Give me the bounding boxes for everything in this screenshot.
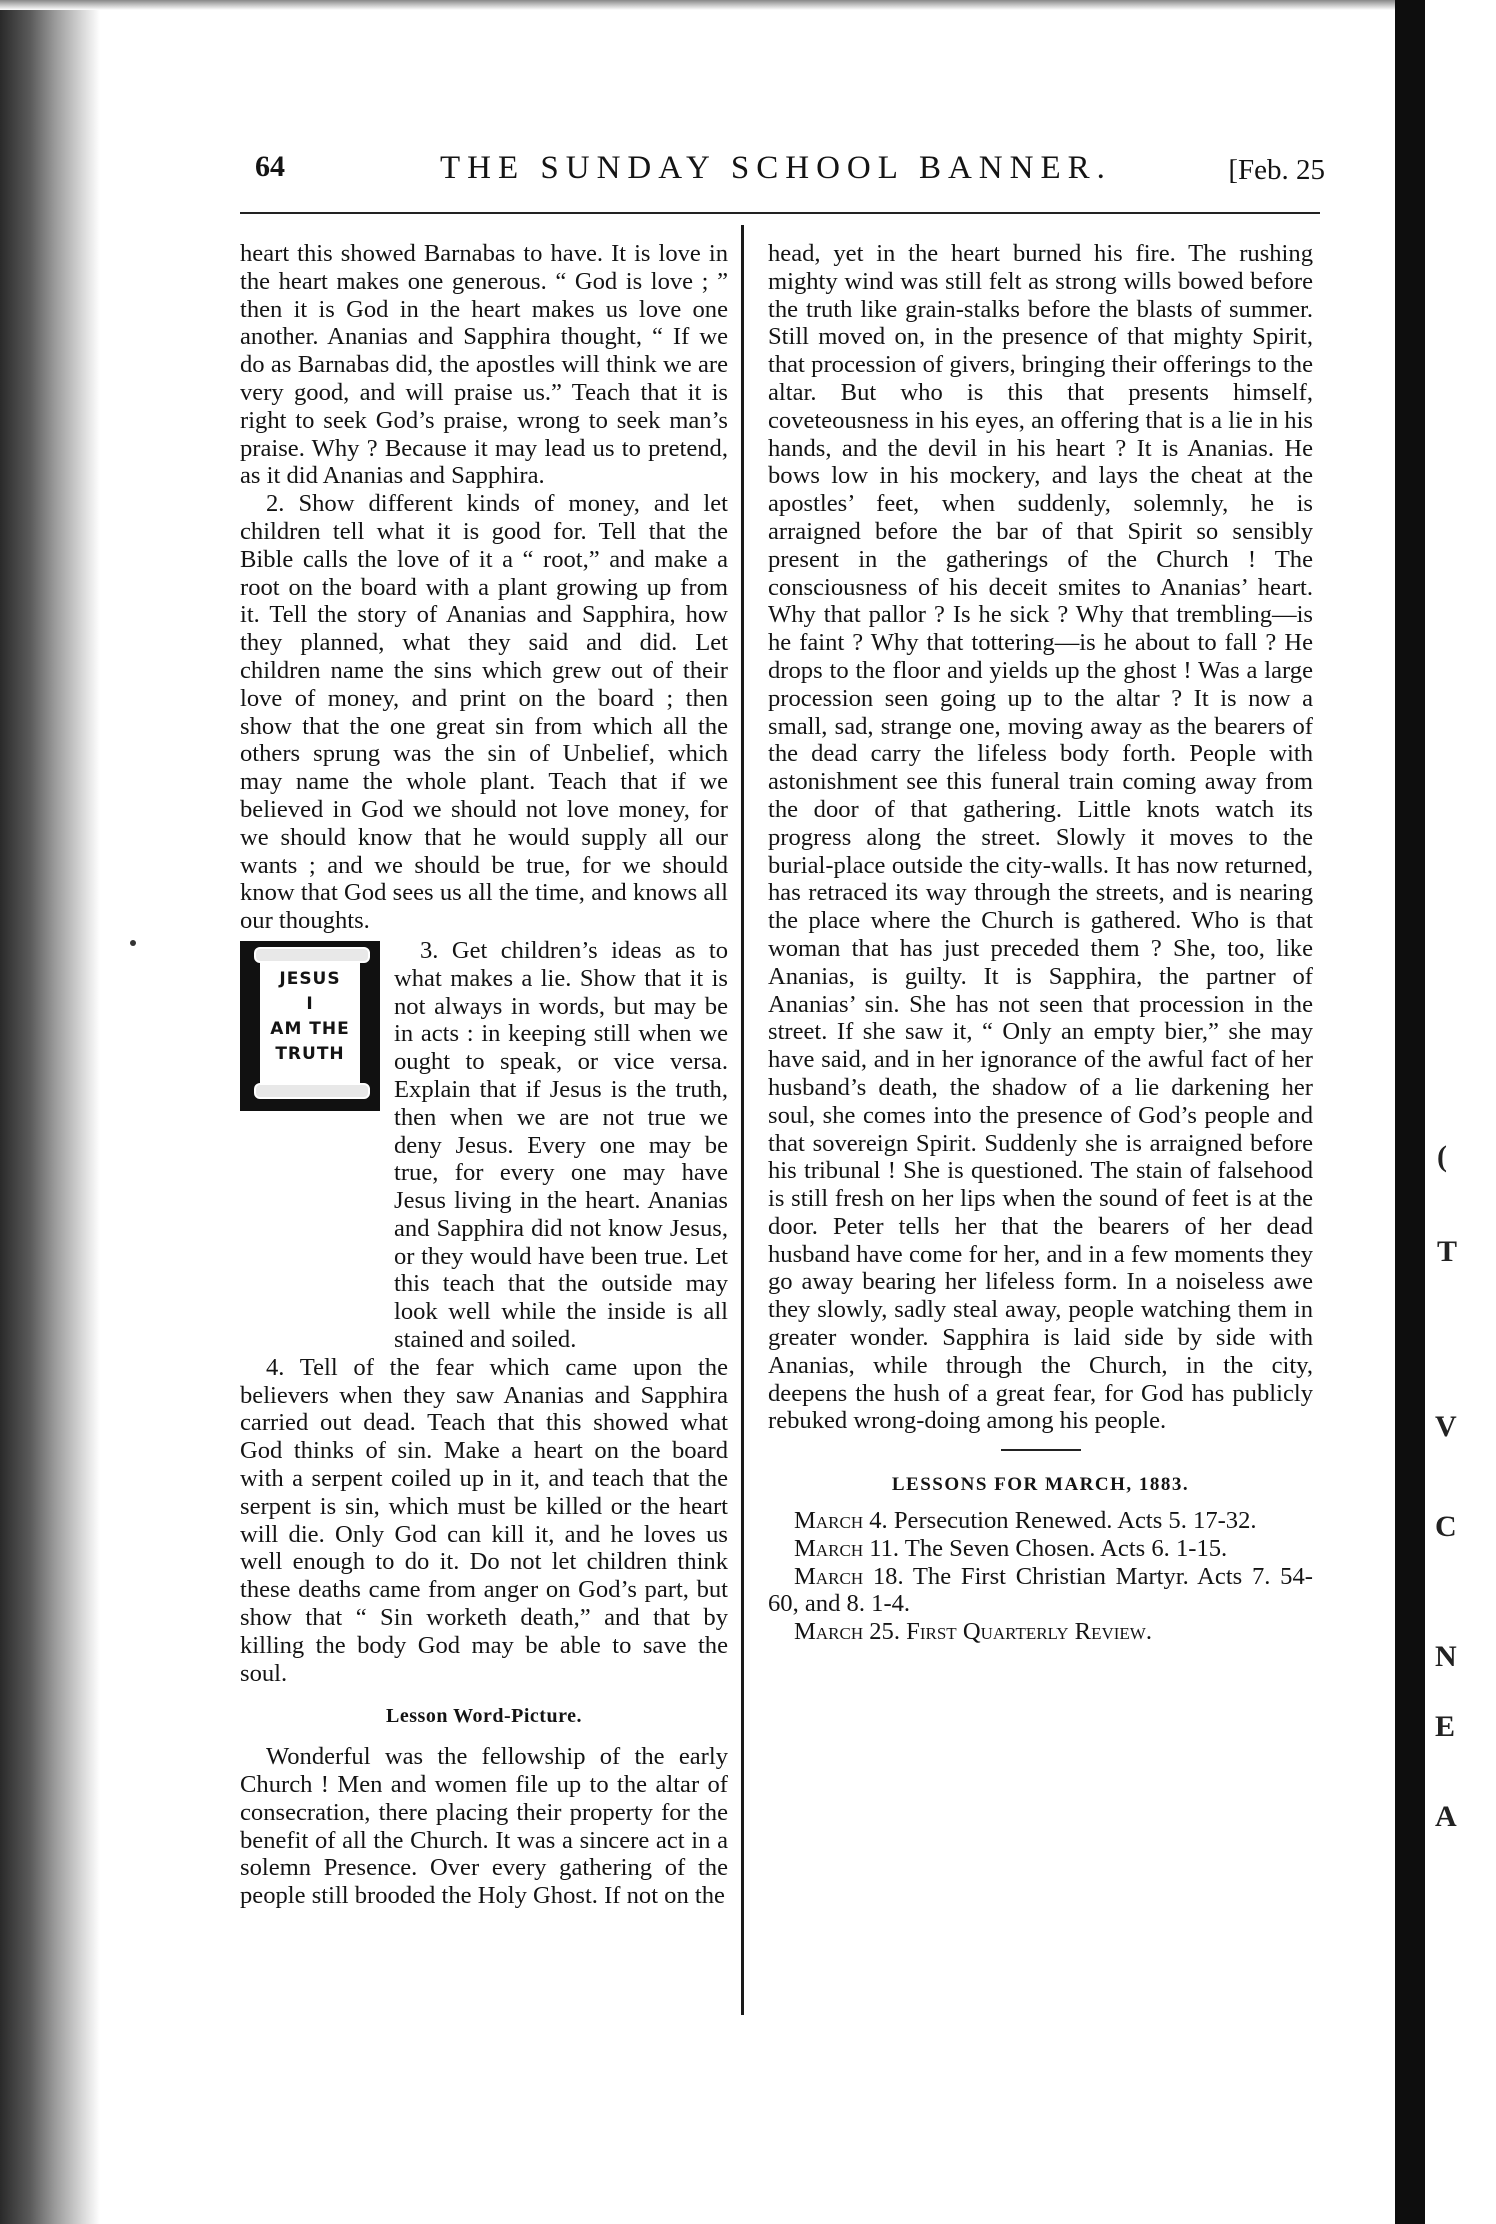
scroll-rod-bottom: [254, 1083, 370, 1099]
lessons-heading: LESSONS FOR MARCH, 1883.: [891, 1474, 1190, 1496]
page-number: 64: [255, 150, 285, 183]
scroll-image: [260, 953, 360, 1093]
lesson-date: March 18.: [794, 1562, 904, 1590]
book-page-edge: [0, 0, 100, 2224]
page-header: [220, 150, 1325, 200]
paragraph: Wonderful was the fellowship of the early Church ! Men and women file up to the altar of consecration, there placing their property for the benefit of all the Church. It was a sincere act in a solemn Presence. Over every gathering of the people still brooded the Holy Ghost. If not on the: [240, 1743, 728, 1910]
figure-wrap: [240, 937, 728, 1354]
paragraph: 2. Show different kinds of money, and let children tell what it is good for. Tell that the Bible calls the love of it a “ root,” and make a root on the board with a plant growing up from it. Tell the story of Ananias and Sapphira, how they planned, what they said and did. Let children name the sins which grew out of their love of money, and print on the board ; then show that the one great sin from which all the others sprung was the sin of Unbelief, which may name the whole plant. Teach that if we believed in God we should not love money, for we should know that he would supply all our wants ; and we should be true, for we should know that God sees us all the time, and knows all our thoughts.: [240, 490, 728, 935]
scroll-text: [260, 967, 360, 1067]
lesson-entry: [768, 1563, 1313, 1619]
left-column: [240, 240, 728, 1910]
lesson-date: March 11.: [794, 1534, 900, 1562]
margin-fragment: (: [1437, 1140, 1447, 1173]
lesson-title: First Quarterly Review.: [906, 1618, 1152, 1646]
lesson-date: March 25.: [794, 1618, 900, 1646]
section-heading: Lesson Word-Picture.: [386, 1705, 582, 1728]
margin-fragment: C: [1435, 1510, 1457, 1543]
book-page: [220, 140, 1325, 2150]
scroll-rod-top: [254, 947, 370, 963]
margin-fragment: N: [1435, 1640, 1457, 1673]
lesson-entry: [768, 1618, 1313, 1646]
section-divider: [1001, 1449, 1081, 1451]
lesson-entry: [768, 1535, 1313, 1563]
margin-fragment: A: [1435, 1800, 1457, 1833]
paragraph: head, yet in the heart burned his fire. The rushing mighty wind was still felt as strong wills bowed before the truth like grain-stalks before the blasts of summer. Still moved on, in the presence of that mighty Spirit, that procession of givers, bringing their offerings to the altar. But who is this that presents himself, coveteousness in his eyes, an offering that is a lie in his hands, and the devil in his heart ? It is Ananias. He bows low in his mockery, and lays the cheat at the apostles’ feet, when suddenly, solemnly, he is arraigned before the bar of that Spirit so sensibly present in the gatherings of the Church ! The consciousness of his deceit smites to Ananias’ heart. Why that pallor ? Is he sick ? Why that trembling—is he faint ? Why that tottering—is he about to fall ? He drops to the floor and yields up the ghost ! Was a large procession seen going up to the altar ? It is now a small, sad, strange one, moving away as the bearers of the dead carry the lifeless body forth. People with astonishment see this funeral train coming away from the door of that gathering. Little knots watch its progress along the street. Slowly it moves to the burial-place outside the city-walls. It has now returned, has retraced its way through the streets, and is nearing the place where the Church is gathered. Who is that woman that has just preceded them ? She, too, like Ananias, is guilty. It is Sapphira, the partner of Ananias’ sin. She has not seen that procession in the street. If she saw it, “ Only an empty bier,” she may have said, and in her ignorance of the awful fact of her husband’s death, the shadow of a lie darkening her soul, she comes into the presence of God’s people and that sovereign Spirit. Suddenly she is arraigned before his tribunal ! She is questioned. The stain of falsehood is still fresh on her lips when the sound of feet is at the door. Peter tells her that the bearers of her dead husband have come for her, and in a few moments they go away bearing her lifeless form. In a noiseless awe they slowly, sadly steal away, people watching them in greater wonder. Sapphira is laid side by side with Ananias, while through the Church, in the city, deepens the hush of a great fear, for God has publicly rebuked wrong-doing among his people.: [768, 240, 1313, 1435]
book-top-edge: [0, 0, 1496, 10]
jesus-truth-illustration: [240, 941, 380, 1111]
lesson-entry: [768, 1507, 1313, 1535]
margin-fragment: T: [1437, 1235, 1458, 1268]
lesson-date: March 4.: [794, 1507, 888, 1535]
facing-page-sliver: [1425, 0, 1496, 2224]
running-head-title: THE SUNDAY SCHOOL BANNER.: [440, 150, 1112, 186]
scroll-line: TRUTH: [275, 1043, 345, 1064]
paragraph: 3. Get children’s ideas as to what makes a lie. Show that it is not always in words, but may be in acts : in keeping still when we ought to speak, or vice versa. Explain that if Jesus is the truth, then when we are not true we deny Jesus. Every one may be true, for every one may have Jesus living in the heart. Ananias and Sapphira did not know Jesus, or they would have been true. Let this teach that the outside may look well while the inside is all stained and soiled.: [394, 936, 728, 1354]
header-rule: [240, 212, 1320, 214]
lesson-title: The First Christian Martyr. Acts 7. 54-60, and 8. 1-4.: [768, 1562, 1313, 1618]
scroll-line: AM THE: [270, 1018, 350, 1039]
scroll-line: JESUS: [279, 968, 341, 989]
lesson-title: The Seven Chosen. Acts 6. 1-15.: [904, 1534, 1228, 1562]
wrap-text: [394, 937, 728, 1354]
margin-fragment: V: [1435, 1410, 1457, 1443]
ink-dot: [130, 940, 136, 946]
running-head-date: [Feb. 25: [1228, 154, 1325, 186]
scroll-line: I: [306, 993, 314, 1014]
book-gutter: [1395, 0, 1425, 2224]
right-column: [768, 240, 1313, 1646]
margin-fragment: E: [1435, 1710, 1456, 1743]
paragraph: 4. Tell of the fear which came upon the believers when they saw Ananias and Sapphira carried out dead. Teach that this showed what God thinks of sin. Make a heart on the board with a serpent coiled up in it, and teach that the serpent is sin, which must be killed or the heart will die. Only God can kill it, and he loves us well enough to do it. Do not let children think these deaths came from anger on God’s part, but show that “ Sin worketh death,” and that by killing the body God may be able to save the soul.: [240, 1353, 728, 1687]
lesson-title: Persecution Renewed. Acts 5. 17-32.: [893, 1507, 1257, 1535]
paragraph: heart this showed Barnabas to have. It is love in the heart makes one generous. “ God is love ; ” then it is God in the heart makes us love one another. Ananias and Sapphira thought, “ If we do as Barnabas did, the apostles will think we are very good, and will praise us.” Teach that it is right to seek God’s praise, wrong to seek man’s praise. Why ? Because it may lead us to pretend, as it did Ananias and Sapphira.: [240, 240, 728, 490]
column-rule: [741, 225, 744, 2015]
